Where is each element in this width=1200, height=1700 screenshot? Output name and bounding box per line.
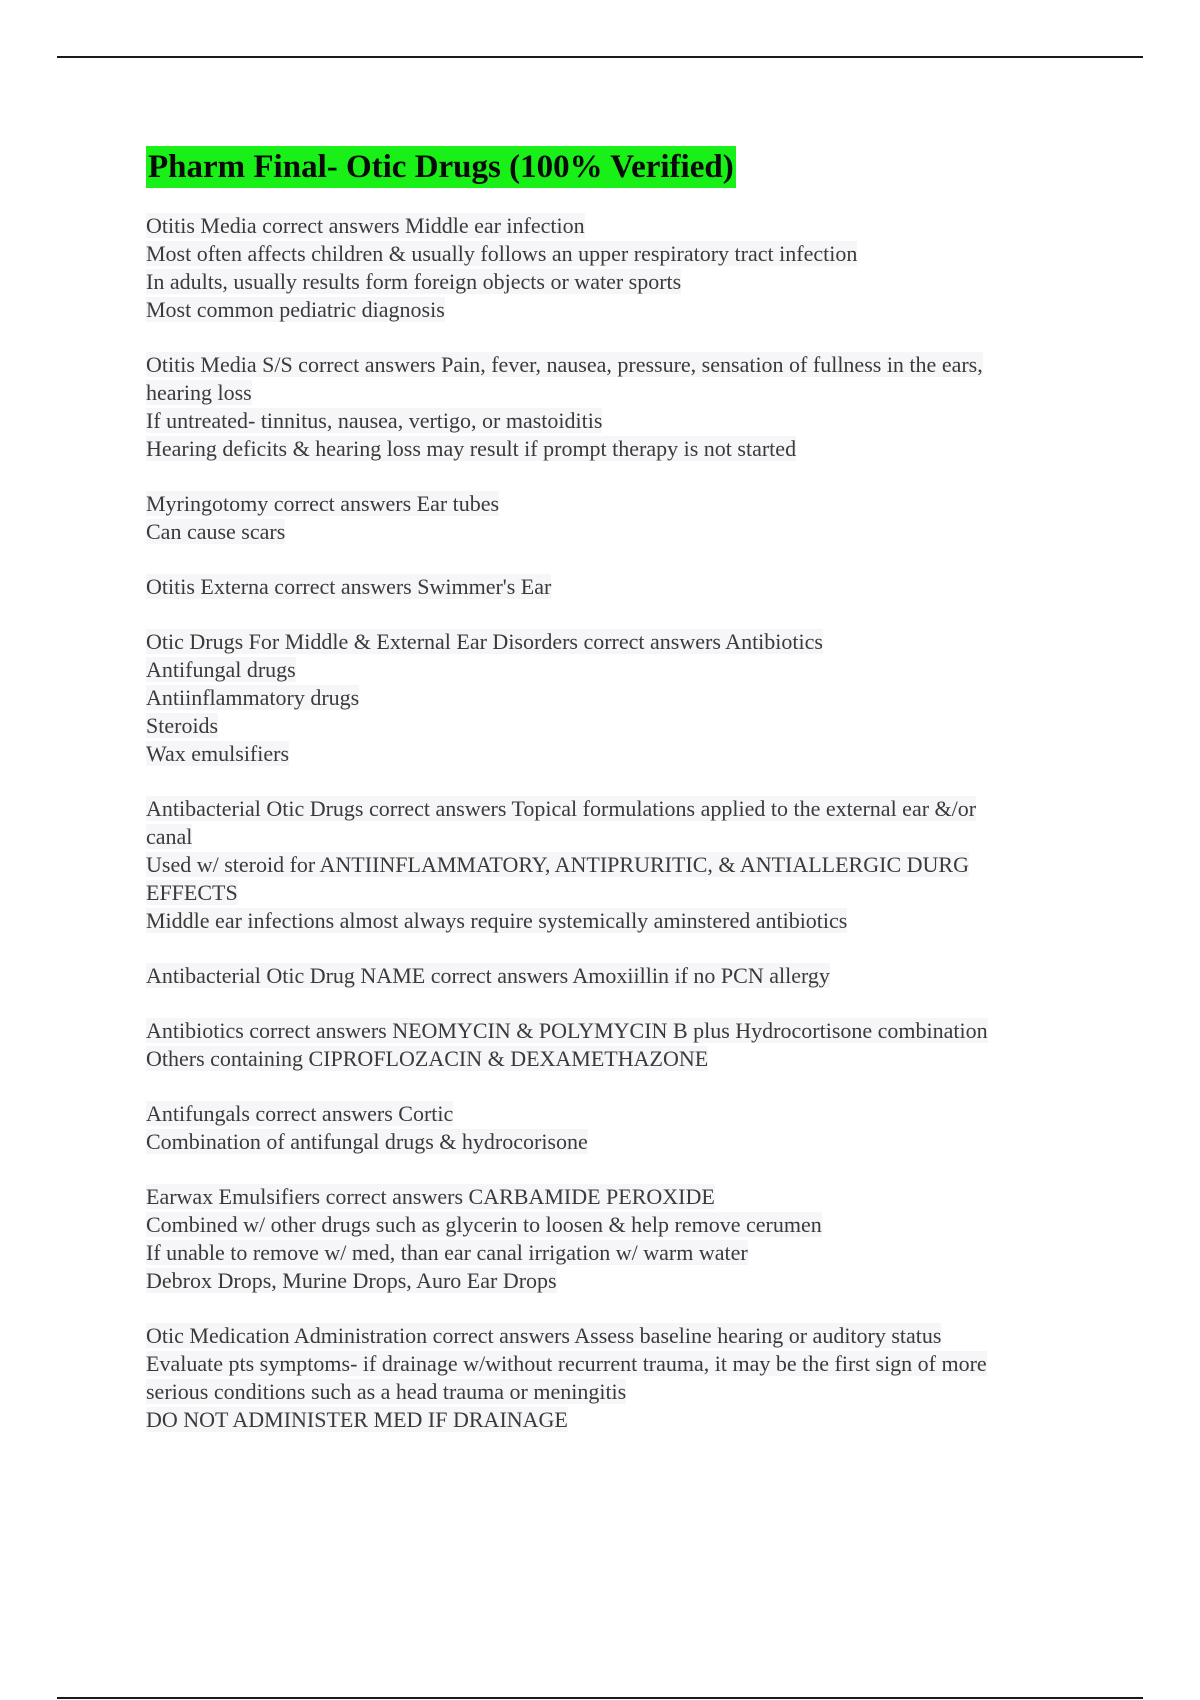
entry-answer-line xyxy=(146,407,1086,435)
entry-answer-line xyxy=(146,1350,1086,1378)
entry-answer-line xyxy=(146,740,1086,768)
entry-question-line xyxy=(146,1322,1086,1350)
entry-text: Otitis Externa correct answers Swimmer's Ear xyxy=(146,574,552,599)
entry-text: serious conditions such as a head trauma or meningitis xyxy=(146,1379,627,1404)
entry-text: Otic Medication Administration correct answers Assess baseline hearing or auditory status xyxy=(146,1323,942,1348)
entry-answer-line xyxy=(146,1128,1086,1156)
entry-text: Otitis Media S/S correct answers Pain, fever, nausea, pressure, sensation of fullness in the ears, xyxy=(146,352,983,377)
entry-question-line xyxy=(146,212,1086,240)
entry-text: EFFECTS xyxy=(146,880,238,905)
entry-text: If unable to remove w/ med, than ear canal irrigation w/ warm water xyxy=(146,1240,748,1265)
entry-question-line xyxy=(146,962,1086,990)
entry-answer-line xyxy=(146,435,1086,463)
entry-question-line xyxy=(146,1100,1086,1128)
entry-question-line xyxy=(146,351,1086,379)
qa-entry xyxy=(146,795,1086,935)
entry-question-line xyxy=(146,573,1086,601)
entry-text: Can cause scars xyxy=(146,519,286,544)
entry-answer-line xyxy=(146,1211,1086,1239)
entry-question-line xyxy=(146,1183,1086,1211)
qa-entry xyxy=(146,490,1086,546)
qa-entry xyxy=(146,573,1086,601)
entry-answer-line xyxy=(146,879,1086,907)
entry-answer-line xyxy=(146,518,1086,546)
entry-question-line xyxy=(146,795,1086,823)
entry-answer-line xyxy=(146,379,1086,407)
entry-answer-line xyxy=(146,1406,1086,1434)
qa-entry xyxy=(146,212,1086,324)
document-title: Pharm Final- Otic Drugs (100% Verified) xyxy=(146,146,736,188)
entry-text: DO NOT ADMINISTER MED IF DRAINAGE xyxy=(146,1407,568,1432)
entry-question-line xyxy=(146,490,1086,518)
entry-text: Antifungals correct answers Cortic xyxy=(146,1101,454,1126)
entry-text: hearing loss xyxy=(146,380,252,405)
entry-answer-line xyxy=(146,268,1086,296)
entry-text: Antibiotics correct answers NEOMYCIN & POLYMYCIN B plus Hydrocortisone combination xyxy=(146,1018,988,1043)
entry-answer-line xyxy=(146,823,1086,851)
entry-answer-line xyxy=(146,712,1086,740)
entry-text: In adults, usually results form foreign objects or water sports xyxy=(146,269,682,294)
entry-question-line xyxy=(146,1017,1086,1045)
entry-text: Middle ear infections almost always require systemically aminstered antibiotics xyxy=(146,908,848,933)
qa-entry xyxy=(146,1017,1086,1073)
entry-text: Antiinflammatory drugs xyxy=(146,685,360,710)
document-body xyxy=(146,146,1086,1461)
entry-text: Most often affects children & usually follows an upper respiratory tract infection xyxy=(146,241,858,266)
entry-answer-line xyxy=(146,656,1086,684)
entry-text: Earwax Emulsifiers correct answers CARBAMIDE PEROXIDE xyxy=(146,1184,715,1209)
qa-entry xyxy=(146,351,1086,463)
entry-answer-line xyxy=(146,851,1086,879)
entry-answer-line xyxy=(146,684,1086,712)
entry-answer-line xyxy=(146,240,1086,268)
entry-text: Otitis Media correct answers Middle ear infection xyxy=(146,213,585,238)
entry-answer-line xyxy=(146,296,1086,324)
entry-list xyxy=(146,212,1086,1434)
entry-answer-line xyxy=(146,1045,1086,1073)
entry-question-line xyxy=(146,628,1086,656)
qa-entry xyxy=(146,1100,1086,1156)
entry-text: Debrox Drops, Murine Drops, Auro Ear Drops xyxy=(146,1268,557,1293)
qa-entry xyxy=(146,962,1086,990)
entry-text: Combination of antifungal drugs & hydrocorisone xyxy=(146,1129,588,1154)
entry-text: Evaluate pts symptoms- if drainage w/without recurrent trauma, it may be the first sign of more xyxy=(146,1351,987,1376)
entry-text: Combined w/ other drugs such as glycerin to loosen & help remove cerumen xyxy=(146,1212,822,1237)
entry-answer-line xyxy=(146,1378,1086,1406)
entry-text: Hearing deficits & hearing loss may result if prompt therapy is not started xyxy=(146,436,797,461)
entry-text: Otic Drugs For Middle & External Ear Disorders correct answers Antibiotics xyxy=(146,629,823,654)
entry-text: Most common pediatric diagnosis xyxy=(146,297,445,322)
top-rule xyxy=(57,56,1143,58)
entry-text: Myringotomy correct answers Ear tubes xyxy=(146,491,500,516)
entry-text: Wax emulsifiers xyxy=(146,741,290,766)
entry-answer-line xyxy=(146,1267,1086,1295)
entry-text: Antibacterial Otic Drugs correct answers Topical formulations applied to the external ear &/or xyxy=(146,796,977,821)
bottom-rule xyxy=(57,1697,1143,1699)
entry-answer-line xyxy=(146,907,1086,935)
entry-text: Antifungal drugs xyxy=(146,657,296,682)
qa-entry xyxy=(146,1322,1086,1434)
entry-text: canal xyxy=(146,824,193,849)
entry-text: Antibacterial Otic Drug NAME correct answers Amoxiillin if no PCN allergy xyxy=(146,963,830,988)
entry-text: Used w/ steroid for ANTIINFLAMMATORY, ANTIPRURITIC, & ANTIALLERGIC DURG xyxy=(146,852,969,877)
entry-text: Others containing CIPROFLOZACIN & DEXAMETHAZONE xyxy=(146,1046,709,1071)
entry-text: Steroids xyxy=(146,713,219,738)
qa-entry xyxy=(146,1183,1086,1295)
entry-answer-line xyxy=(146,1239,1086,1267)
qa-entry xyxy=(146,628,1086,768)
entry-text: If untreated- tinnitus, nausea, vertigo, or mastoiditis xyxy=(146,408,603,433)
